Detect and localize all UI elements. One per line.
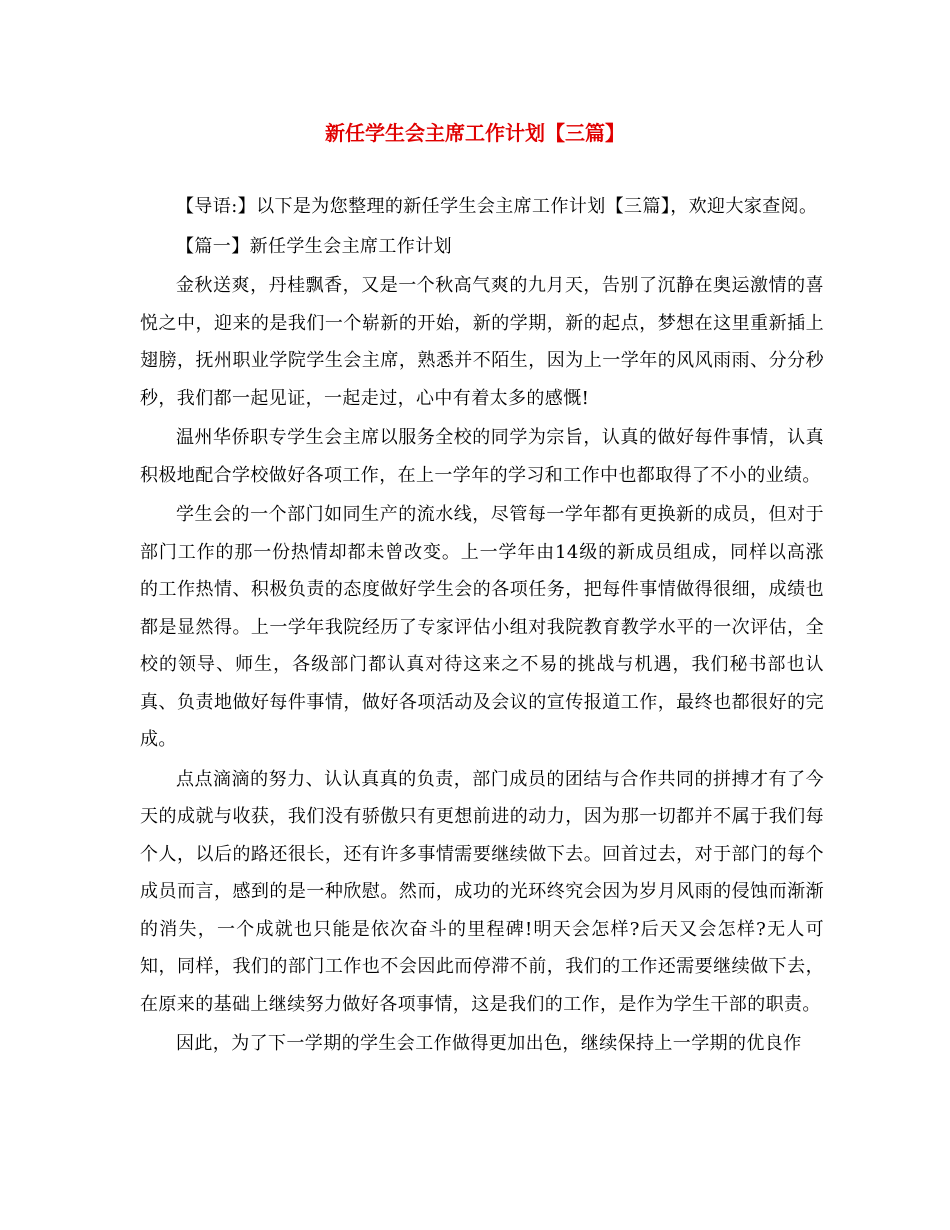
document-body xyxy=(140,188,824,1065)
paragraph: 点点滴滴的努力、认认真真的负责，部门成员的团结与合作共同的拼搏才有了今天的成就与收获，我们没有骄傲只有更想前进的动力，因为那一切都并不属于我们每个人，以后的路还很长，还有许多事情需要继续做下去。回首过去，对于部门的每个成员而言，感到的是一种欣慰。然而，成功的光环终究会因为岁月风雨的侵蚀而渐渐的消失，一个成就也只能是依次奋斗的里程碑!明天会怎样?后天又会怎样?无人可知，同样，我们的部门工作也不会因此而停滞不前，我们的工作还需要继续做下去，在原来的基础上继续努力做好各项事情，这是我们的工作，是作为学生干部的职责。 xyxy=(140,768,824,1015)
paragraph: 学生会的一个部门如同生产的流水线，尽管每一学年都有更换新的成员，但对于部门工作的那一份热情却都未曾改变。上一学年由14级的新成员组成，同样以高涨的工作热情、积极负责的态度做好学生会的各项任务，把每件事情做得很细，成绩也都是显然得。上一学年我院经历了专家评估小组对我院教育教学水平的一次评估，全校的领导、师生，各级部门都认真对待这来之不易的挑战与机遇，我们秘书部也认真、负责地做好每件事情，做好各项活动及会议的宣传报道工作，最终也都很好的完成。 xyxy=(140,504,824,750)
paragraph-intro: 【导语:】以下是为您整理的新任学生会主席工作计划【三篇】，欢迎大家查阅。 xyxy=(176,196,818,217)
paragraph-section-heading: 【篇一】新任学生会主席工作计划 xyxy=(176,235,452,257)
document-title: 新任学生会主席工作计划【三篇】 xyxy=(325,121,625,145)
paragraph: 温州华侨职专学生会主席以服务全校的同学为宗旨，认真的做好每件事情，认真积极地配合学校做好各项工作，在上一学年的学习和工作中也都取得了不小的业绩。 xyxy=(140,427,824,486)
paragraph: 因此，为了下一学期的学生会工作做得更加出色，继续保持上一学期的优良作 xyxy=(176,1033,802,1054)
paragraph: 金秋送爽，丹桂飘香，又是一个秋高气爽的九月天，告别了沉静在奥运激情的喜悦之中，迎来的是我们一个崭新的开始，新的学期，新的起点，梦想在这里重新插上翅膀，抚州职业学院学生会主席，熟悉并不陌生，因为上一学年的风风雨雨、分分秒秒，我们都一起见证，一起走过，心中有着太多的感慨! xyxy=(140,275,824,409)
